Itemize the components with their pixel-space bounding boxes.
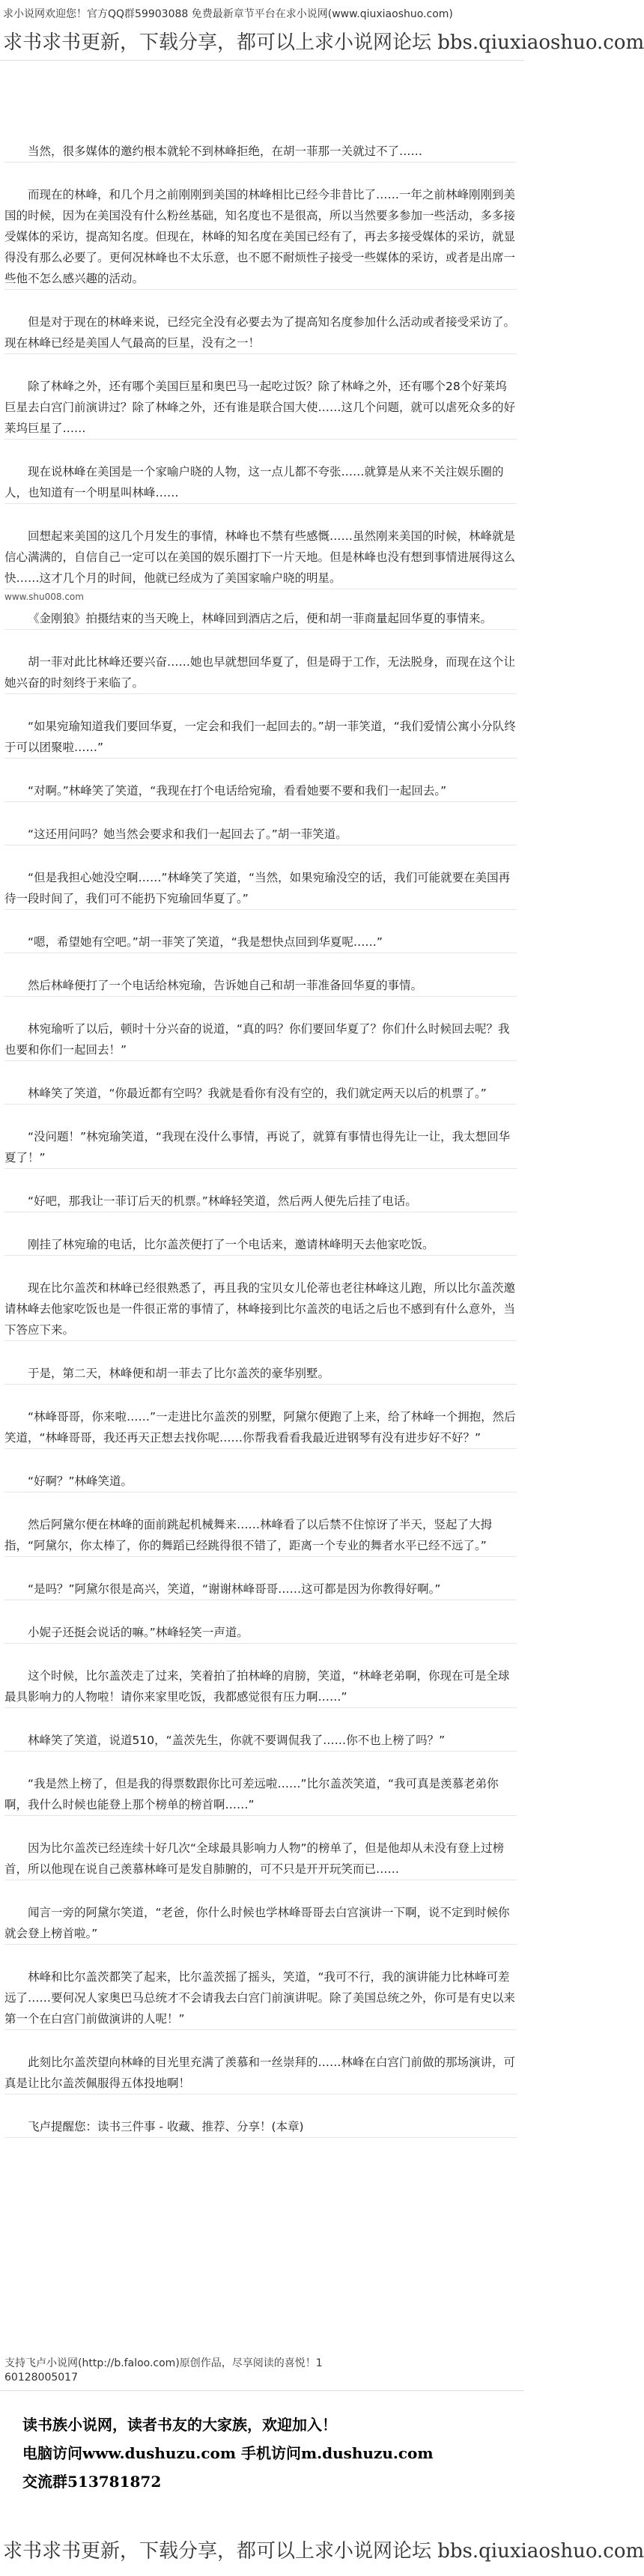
paragraph: 当然，很多媒体的邀约根本就轮不到林峰拒绝，在胡一菲那一关就过不了……: [4, 141, 517, 162]
paragraph: 小妮子还挺会说话的嘛。”林峰轻笑一声道。: [4, 1622, 517, 1644]
paragraph: 然后林峰便打了一个电话给林宛瑜，告诉她自己和胡一菲准备回华夏的事情。: [4, 975, 517, 997]
paragraph: “对啊。”林峰笑了笑道，“我现在打个电话给宛瑜，看看她要不要和我们一起回去。”: [4, 780, 517, 802]
forum-banner-top[interactable]: 求书求书更新，下载分享，都可以上求小说网论坛 bbs.qiuxiaoshuo.com: [3, 31, 644, 54]
paragraph: 于是，第二天，林峰便和胡一菲去了比尔盖茨的豪华别墅。: [4, 1363, 517, 1385]
paragraph: 《金刚狼》拍摄结束的当天晚上，林峰回到酒店之后，便和胡一菲商量起回华夏的事情来。: [4, 608, 517, 630]
reminder-line: 飞卢提醒您：读书三件事 - 收藏、推荐、分享！(本章): [4, 2116, 517, 2138]
paragraph: “但是我担心她没空啊……”林峰笑了笑道，“当然，如果宛瑜没空的话，我们可能就要在美国再待一段时间了，我们可不能扔下宛瑜回华夏了。”: [4, 867, 517, 910]
paragraph: 现在比尔盖茨和林峰已经很熟悉了，再且我的宝贝女儿伦蒂也老往林峰这儿跑，所以比尔盖茨邀请林峰去他家吃饭也是一件很正常的事情了，林峰接到比尔盖茨的电话之后也不感到有什么意外，当下答应下来。: [4, 1278, 517, 1341]
paragraph: “林峰哥哥，你来啦……”一走进比尔盖茨的别墅，阿黛尔便跑了上来，给了林峰一个拥抱，然后笑道，“林峰哥哥，我还再天正想去找你呢……你帮我看看我最近进钢琴有没有进步好不好？”: [4, 1406, 517, 1449]
paragraph: 刚挂了林宛瑜的电话，比尔盖茨便打了一个电话来，邀请林峰明天去他家吃饭。: [4, 1234, 517, 1256]
paragraph: “我是然上榜了，但是我的得票数跟你比可差远啦……”比尔盖茨笑道，“我可真是羡慕老弟你啊，我什么时候也能登上那个榜单的榜首啊……”: [4, 1773, 517, 1816]
paragraph: 现在说林峰在美国是一个家喻户晓的人物，这一点儿都不夸张……就算是从来不关注娱乐圈的人，也知道有一个明星叫林峰……: [4, 461, 517, 504]
paragraph: “这还用问吗？她当然会要求和我们一起回去了。”胡一菲笑道。: [4, 824, 517, 845]
paragraph: “好啊？”林峰笑道。: [4, 1471, 517, 1492]
paragraph: 因为比尔盖茨已经连续十好几次“全球最具影响力人物”的榜单了，但是他却从未没有登上过榜首，所以他现在说自己羡慕林峰可是发自肺腑的，可不只是开开玩笑而已……: [4, 1838, 517, 1880]
paragraph: “是吗？”阿黛尔很是高兴，笑道，“谢谢林峰哥哥……这可都是因为你教得好啊。”: [4, 1579, 517, 1600]
paragraph: 除了林峰之外，还有哪个美国巨星和奥巴马一起吃过饭？除了林峰之外，还有哪个28个好莱坞巨星去白宫门前演讲过？除了林峰之外，还有谁是联合国大使……这几个问题，就可以虐死众多的好莱坞巨星了……: [4, 376, 517, 440]
paragraph: 林宛瑜听了以后，顿时十分兴奋的说道，“真的吗？你们要回华夏了？你们什么时候回去呢？我也要和你们一起回去！”: [4, 1018, 517, 1061]
paragraph: 林峰笑了笑道，“你最近都有空吗？我就是看你有没有空的，我们就定两天以后的机票了。”: [4, 1083, 517, 1105]
promo-access-links[interactable]: 电脑访问www.dushuzu.com 手机访问m.dushuzu.com: [22, 2444, 434, 2462]
promo-welcome: 读书族小说网，读者书友的大家族，欢迎加入！: [22, 2416, 337, 2434]
chapter-id: 60128005017: [4, 2372, 78, 2384]
paragraph: “如果宛瑜知道我们要回华夏，一定会和我们一起回去的。”胡一菲笑道，“我们爱情公寓小分队终于可以团聚啦……”: [4, 716, 517, 759]
paragraph: 回想起来美国的这几个月发生的事情，林峰也不禁有些感慨……虽然刚来美国的时候，林峰就是信心满满的，自信自己一定可以在美国的娱乐圈打下一片天地。但是林峰也没有想到事情进展得这么快……这才几个月的时间，他就已经成为了美国家喻户晓的明星。: [4, 526, 517, 589]
promo-group: 交流群513781872: [22, 2473, 162, 2491]
divider-footer: [0, 2390, 524, 2391]
paragraph: 这个时候，比尔盖茨走了过来，笑着拍了拍林峰的肩膀，笑道，“林峰老弟啊，你现在可是全球最具影响力的人物啦！请你来家里吃饭，我都感觉很有压力啊……”: [4, 1665, 517, 1708]
paragraph: 此刻比尔盖茨望向林峰的目光里充满了羡慕和一丝崇拜的……林峰在白宫门前做的那场演讲，可真是让比尔盖茨佩服得五体投地啊！: [4, 2052, 517, 2094]
paragraph: 林峰和比尔盖茨都笑了起来，比尔盖茨摇了摇头，笑道，“我可不行，我的演讲能力比林峰可差远了……要何况人家奥巴马总统才不会请我去白宫门前演讲呢。除了美国总统之外，你可是有史以来第一个在白宫门前做演讲的人呢！”: [4, 1966, 517, 2030]
paragraph: 胡一菲对此比林峰还要兴奋……她也早就想回华夏了，但是碍于工作，无法脱身，而现在这个让她兴奋的时刻终于来临了。: [4, 651, 517, 694]
forum-banner-bottom[interactable]: 求书求书更新，下载分享，都可以上求小说网论坛 bbs.qiuxiaoshuo.com: [3, 2540, 644, 2563]
paragraph: “嗯，希望她有空吧。”胡一菲笑了笑道，“我是想快点回到华夏呢……”: [4, 932, 517, 953]
chapter-content: [4, 141, 517, 2160]
divider-top: [0, 60, 524, 61]
support-link[interactable]: 支持飞卢小说网(http://b.faloo.com)原创作品，尽享阅读的喜悦！1: [4, 2357, 323, 2369]
paragraph: “好吧，那我让一菲订后天的机票。”林峰轻笑道，然后两人便先后挂了电话。: [4, 1191, 517, 1212]
ad-link[interactable]: www.shu008.com: [4, 592, 84, 602]
paragraph: 但是对于现在的林峰来说，已经完全没有必要去为了提高知名度参加什么活动或者接受采访了。现在林峰已经是美国人气最高的巨星，没有之一！: [4, 312, 517, 354]
paragraph: “没问题！”林宛瑜笑道，“我现在没什么事情，再说了，就算有事情也得先让一让，我太想回华夏了！”: [4, 1126, 517, 1169]
paragraph: 闻言一旁的阿黛尔笑道，“老爸，你什么时候也学林峰哥哥去白宫演讲一下啊，说不定到时候你就会登上榜首啦。”: [4, 1902, 517, 1945]
site-notice: 求小说网欢迎您！官方QQ群59903088 免费最新章节平台在求小说网(www.qiuxiaoshuo.com): [3, 8, 453, 20]
paragraph: 而现在的林峰，和几个月之前刚刚到美国的林峰相比已经今非昔比了……一年之前林峰刚刚到美国的时候，因为在美国没有什么粉丝基础，知名度也不是很高，所以当然要多参加一些活动，多多接受媒体的采访，提高知名度。但现在，林峰的知名度在美国已经有了，再去多接受媒体的采访，就显得没有那么必要了。更何况林峰也不太乐意，也不愿不耐烦性子接受一些媒体的采访，或者是出席一些他不怎么感兴趣的活动。: [4, 184, 517, 290]
paragraph: 然后阿黛尔便在林峰的面前跳起机械舞来……林峰看了以后禁不住惊讶了半天，竖起了大拇指，“阿黛尔，你太棒了，你的舞蹈已经跳得很不错了，距离一个专业的舞者水平已经不远了。”: [4, 1514, 517, 1557]
paragraph: 林峰笑了笑道，说道510，“盖茨先生，你就不要调侃我了……你不也上榜了吗？”: [4, 1730, 517, 1752]
